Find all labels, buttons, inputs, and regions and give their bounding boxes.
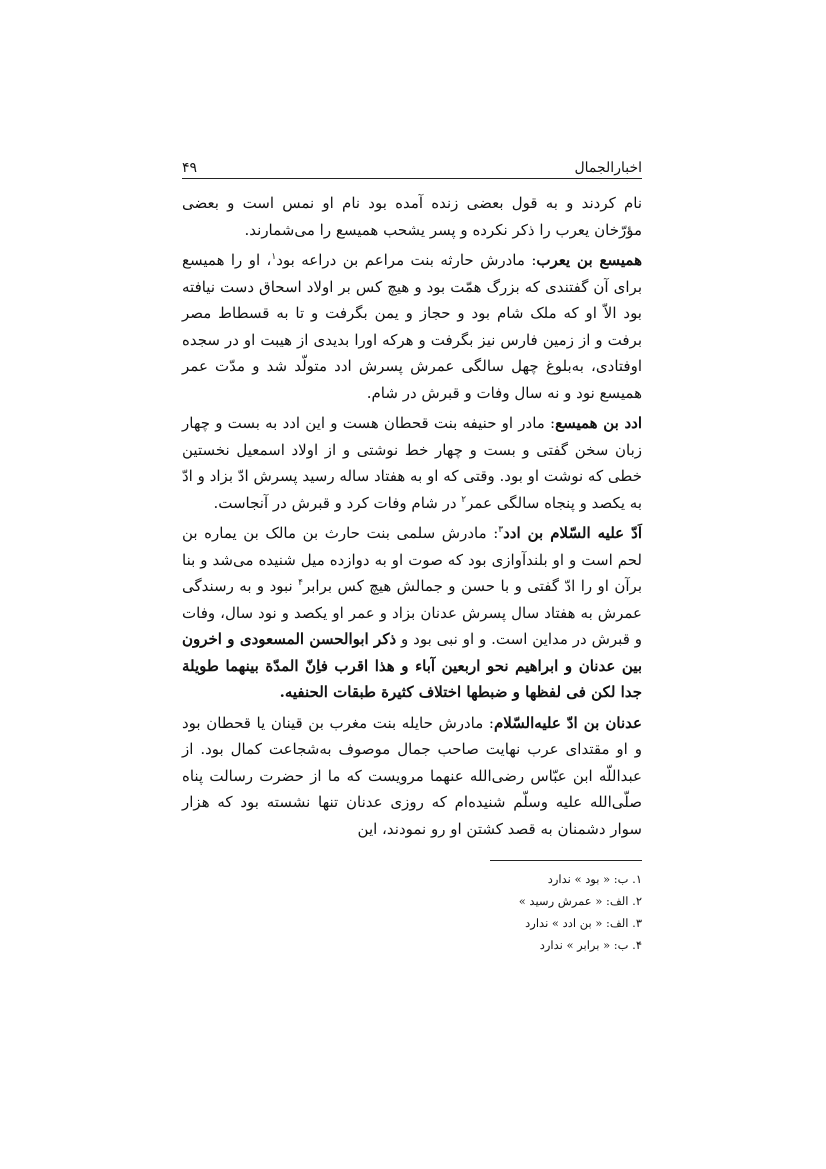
running-title: اخبارالجمال <box>574 160 642 176</box>
page-number: ۴۹ <box>182 160 198 176</box>
paragraph-3 <box>182 410 642 516</box>
paragraph-2 <box>182 247 642 406</box>
main-text <box>182 190 642 842</box>
footnotes <box>519 868 642 956</box>
footnote-marker: ۳ <box>498 525 504 535</box>
paragraph-text-continued: ، او را همیسع برای آن گفتندی که بزرگ همّت بود و هیچ کس بر اولاد اسحاق دست نیافته بود الاّ او که ملک شام بود و حجاز و یمن بگرفت و تا به قسطاط مصر برفت و از زمین فارس نیز بگرفت و هرکه اورا بدیدی از هیبت او در سجده اوفتادی، به‌بلوغ چهل سالگی عمرش پسرش ادد متولّد شد و مدّت عمر همیسع نود و نه سال وفات و قبرش در شام. <box>182 251 642 402</box>
footnote-3: ۳. الف: « بن ادد » ندارد <box>525 916 642 930</box>
footnote-marker: ۴ <box>298 578 303 588</box>
paragraph-heading: ادد بن همیسع <box>555 414 643 432</box>
paragraph-text-continued: نبود و به رسندگی عمرش به هفتاد سال پسرش عدنان بزاد و عمر او یکصد و نود سال، وفات و قبرش در مداین است. و او نبی بود و <box>182 577 642 648</box>
paragraph-heading: همیسع بن یعرب <box>536 251 642 269</box>
header-rule <box>182 178 642 179</box>
footnote-marker: ۲ <box>461 494 467 505</box>
paragraph-text: : مادر او حنیفه بنت قحطان هست و این ادد به بست و چهار زبان سخن گفتی و بست و چهار خط نوشتی و از اولاد اسمعیل نخستین خطی که نوشت او بود. وقتی که او به هفتاد ساله رسید پسرش ادّ بزاد و ادّ به یکصد و پنجاه سالگی عمر <box>182 414 642 512</box>
paragraph-heading: عدنان بن ادّ علیه‌السّلام <box>493 713 642 732</box>
paragraph-1 <box>182 190 642 243</box>
footnote-2: ۲. الف: « عمرش رسید » <box>518 894 642 908</box>
footnote-1: ۱. ب: « بود » ندارد <box>547 872 642 886</box>
footnote-marker: ۱ <box>271 252 277 262</box>
paragraph-text: نام کردند و به قول بعضی زنده آمده بود نام او نمس است و بعضی مؤرّخان یعرب را ذکر نکرده و پسر یشحب همیسع را می‌شمارند. <box>182 194 642 239</box>
running-header <box>182 150 642 176</box>
paragraph-4 <box>182 520 642 706</box>
paragraph-heading: اَدّ علیه السّلام بن ادد <box>503 524 642 542</box>
paragraph-5 <box>182 710 642 843</box>
paragraph-text: : مادرش حارثه بنت مراعم بن دراعه بود <box>276 251 537 269</box>
paragraph-text-continued: در شام وفات کرد و قبرش در آنجاست. <box>213 493 462 512</box>
footnote-4: ۴. ب: « برابر » ندارد <box>539 938 642 952</box>
arabic-quotation: ذکر ابوالحسن المسعودی و اخرون بین عدنان و ابراهیم نحو اربعین آباء و هذا اقرب فاِنّ المدّة بینهما طویلة جدا لکن فی لفظها و ضبطها اختلاف کثیرة طبقات الحنفیه. <box>182 630 642 701</box>
footnote-rule <box>490 860 642 861</box>
paragraph-text: : مادرش سلمی بنت حارث بن مالک بن یماره بن لحم است و او بلندآوازی بود که صوت او به دوازده میل شنیده می‌شد و بنا برآن او را ادّ گفتی و با حسن و جمالش هیچ کس برابر <box>182 524 642 595</box>
paragraph-text: : مادرش حایله بنت مغرب بن قینان یا قحطان بود و او مقتدای عرب نهایت صاحب جمال موصوف به‌شجاعت کمال بود. از عبداللّه ابن عبّاس رضی‌الله عنهما مرویست که ما از حضرت رسالت پناه صلّی‌الله علیه وسلّم شنیده‌ام که روزی عدنان تنها نشسته بود که هزار سوار دشمنان به قصد کشتن او رو نمودند، این <box>182 713 642 838</box>
